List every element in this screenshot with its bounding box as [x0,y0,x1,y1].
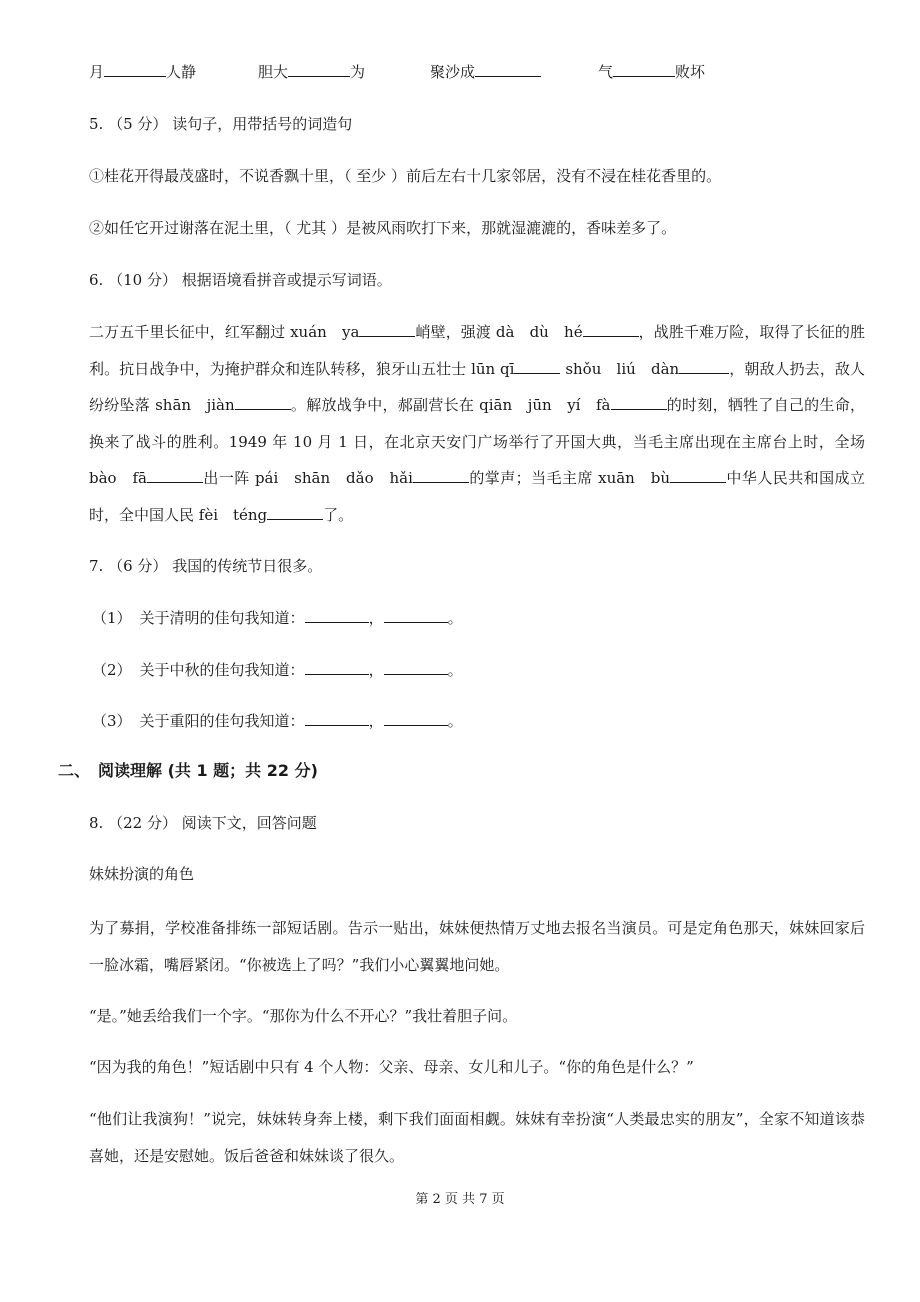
question-score: （6 分） [108,557,168,575]
answer-blank[interactable] [359,322,415,337]
answer-blank[interactable] [235,395,291,410]
question-number: 6. [89,271,104,289]
answer-blank[interactable] [384,711,448,726]
keyword: （ 尤其 ） [284,219,347,237]
q7-item-2: （2） 关于中秋的佳句我知道： ， 。 [92,661,463,679]
q6-passage: 二万五千里长征中，红军翻过 xuán ya 峭壁，强渡 dà dù hé ，战胜千难万险，取得了长征的胜利。抗日战争中，为掩护群众和连队转移，狼牙山五壮士 lūn qī shǒu liú dàn ，朝敌人扔去，敌人纷纷坠落 shān jiàn 。解放战争中，郝副营长在 qiān jūn yí fà 的时刻，牺牲了自己的生命，换来了战斗的胜利。1949 年 10 月 1 日，在北京天安门广场举行了开国大典，当毛主席出现在主席台上时，全场 bào fā 出一阵 pái shān dǎo hǎi 的掌声；当毛主席 xuān bù 中华人民共和国成立时，全中国人民 fèi téng 了。 [89,323,866,524]
answer-blank[interactable] [679,359,729,374]
q7-item-1: （1） 关于清明的佳句我知道： ， 。 [92,609,463,627]
q5-header [89,114,352,134]
answer-blank[interactable] [104,62,166,77]
question-number: 5. [89,115,104,133]
question-score: （10 分） [108,271,177,289]
question-prompt: 读句子，用带括号的词造句 [172,115,353,133]
question-score: （22 分） [108,814,177,832]
answer-blank[interactable] [514,359,560,374]
question-prompt: 根据语境看拼音或提示写词语。 [181,271,392,289]
answer-blank[interactable] [384,608,448,623]
question-prompt: 阅读下文，回答问题 [181,814,317,832]
answer-blank[interactable] [305,660,369,675]
answer-blank[interactable] [267,505,323,520]
answer-blank[interactable] [475,62,541,77]
question-prompt: 我国的传统节日很多。 [172,557,323,575]
idiom-3: 聚沙成 [430,62,541,82]
answer-blank[interactable] [583,322,639,337]
answer-blank[interactable] [670,468,726,483]
answer-blank[interactable] [613,62,675,77]
answer-blank[interactable] [384,660,448,675]
question-score: （5 分） [108,115,168,133]
q5-sentence-1: ①桂花开得最茂盛时，不说香飘十里，（ 至少 ）前后左右十几家邻居，没有不浸在桂花香里的。 [89,167,722,185]
q6-header [89,270,392,290]
answer-blank[interactable] [305,608,369,623]
answer-blank[interactable] [147,468,203,483]
answer-blank[interactable] [305,711,369,726]
question-number: 8. [89,814,104,832]
answer-blank[interactable] [288,62,350,77]
idiom-1: 月 人静 [89,63,197,81]
idiom-4: 气 败坏 [598,63,706,81]
page-footer: 第 2 页 共 7 页 [415,1192,505,1207]
story-paragraph-2: “是。”她丢给我们一个字。“那你为什么不开心？”我壮着胆子问。 [89,1007,518,1025]
idiom-2: 胆大 为 [258,63,366,81]
q8-header [89,813,317,833]
story-paragraph-3: “因为我的角色！”短话剧中只有 4 个人物：父亲、母亲、女儿和儿子。“你的角色是什么？” [89,1058,694,1076]
question-number: 7. [89,557,104,575]
q7-item-3: （3） 关于重阳的佳句我知道： ， 。 [92,712,463,730]
story-paragraph-4: “他们让我演狗！”说完，妹妹转身奔上楼，剩下我们面面相觑。妹妹有幸扮演“人类最忠实的朋友”，全家不知道该恭喜她，还是安慰她。饭后爸爸和妹妹谈了很久。 [89,1110,865,1165]
q5-sentence-2: ②如任它开过谢落在泥土里，（ 尤其 ）是被风雨吹打下来，那就湿漉漉的，香味差多了。 [89,219,677,237]
section-title: 二、 阅读理解 (共 1 题；共 22 分) [58,761,318,780]
story-paragraph-1: 为了募捐，学校准备排练一部短话剧。告示一贴出，妹妹便热情万丈地去报名当演员。可是定角色那天，妹妹回家后一脸冰霜，嘴唇紧闭。“你被选上了吗？”我们小心翼翼地问她。 [89,919,865,974]
keyword: （ 至少 ） [344,167,407,185]
q7-header [89,556,322,576]
answer-blank[interactable] [611,395,667,410]
answer-blank[interactable] [413,468,469,483]
story-title: 妹妹扮演的角色 [89,865,195,883]
